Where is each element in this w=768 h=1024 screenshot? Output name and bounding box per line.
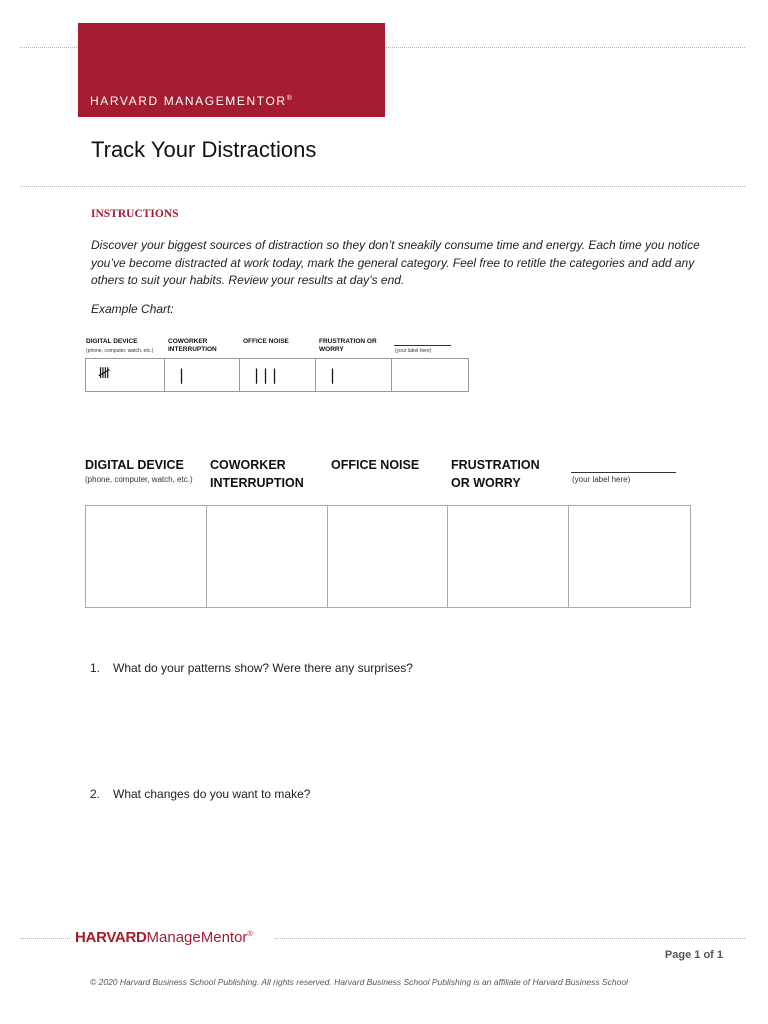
tally-marks: |||: [252, 366, 280, 384]
question-1-number: 1.: [90, 661, 101, 675]
tracking-col-1-subtitle: (phone, computer, watch, etc.): [85, 475, 193, 484]
question-2-number: 2.: [90, 787, 101, 801]
tally-marks: |: [328, 366, 338, 384]
banner-brand: HARVARD MANAGEMENTOR: [90, 94, 287, 108]
example-col-4-heading: [319, 338, 377, 354]
footer-logo-mark: ®: [247, 931, 253, 938]
tally-marks: |: [177, 366, 187, 384]
footer-dotted-divider-right: [275, 938, 745, 939]
example-col-1-heading: [86, 338, 137, 346]
example-col-5-label-blank: [394, 335, 451, 346]
tracking-cell-frustration[interactable]: [448, 506, 569, 608]
footer-dotted-divider-left: [20, 938, 70, 939]
example-col-1-subtitle: (phone, computer, watch, etc.): [86, 348, 154, 354]
example-col-4-title-line-1: FRUSTRATION OR: [319, 338, 377, 345]
example-tally-row: [86, 359, 469, 392]
tracking-col-3-heading: [331, 456, 419, 474]
example-chart-label: Example Chart:: [91, 302, 174, 316]
page-number: Page 1 of 1: [664, 949, 723, 961]
example-col-1-title: DIGITAL DEVICE: [86, 338, 138, 345]
tracking-row: [86, 506, 691, 608]
example-col-3-heading: [243, 338, 289, 346]
banner-logo-text: [90, 94, 293, 108]
tracking-col-4-title-line-2: OR WORRY: [451, 476, 521, 490]
question-2: [90, 787, 310, 801]
tally-marks: 𝍸: [98, 363, 111, 382]
example-col-3-title: OFFICE NOISE: [243, 338, 289, 345]
example-col-2-title-line-2: INTERRUPTION: [168, 346, 217, 353]
header-banner: [78, 23, 385, 117]
question-2-text: What changes do you want to make?: [113, 787, 311, 801]
footer-logo-product: ManageMentor: [146, 929, 248, 946]
tracking-col-5-subtitle: (your label here): [572, 475, 631, 484]
tracking-col-5-label-blank: [571, 458, 676, 473]
example-cell-coworker: [165, 359, 240, 392]
example-cell-digital-device: [86, 359, 165, 392]
example-cell-frustration: [316, 359, 392, 392]
example-cell-office-noise: [240, 359, 316, 392]
banner-registered-mark: ®: [286, 95, 294, 102]
tracking-col-2-heading: [210, 456, 304, 492]
tracking-cell-custom[interactable]: [569, 506, 691, 608]
tracking-col-1-heading: [85, 456, 184, 474]
instructions-body: Discover your biggest sources of distraction so they don’t sneakily consume time and energy. Each time you notice you’ve become distracted at work today, mark the general category. Feel free to retitle the categories and add any others to suit your habits. Review your results at day’s end.: [91, 238, 700, 287]
tracking-col-4-heading: [451, 456, 540, 492]
example-tally-table: [85, 358, 469, 392]
title-dotted-divider: [20, 186, 745, 187]
tracking-col-2-title-line-2: INTERRUPTION: [210, 476, 304, 490]
tracking-col-2-title-line-1: COWORKER: [210, 458, 286, 472]
tracking-cell-office-noise[interactable]: [328, 506, 448, 608]
question-1: [90, 661, 413, 675]
example-col-2-heading: [168, 338, 217, 354]
example-cell-custom: [392, 359, 469, 392]
copyright-notice: © 2020 Harvard Business School Publishing. All rights reserved. Harvard Business School Publishing is an affiliate of Harvard Business School: [90, 977, 628, 987]
example-col-4-title-line-2: WORRY: [319, 346, 344, 353]
tracking-col-1-title: DIGITAL DEVICE: [85, 458, 184, 472]
tracking-col-3-title: OFFICE NOISE: [331, 458, 420, 472]
instructions-heading: INSTRUCTIONS: [91, 208, 179, 220]
footer-logo: [75, 929, 253, 946]
tracking-cell-coworker[interactable]: [207, 506, 328, 608]
distraction-tracking-table: [85, 505, 691, 608]
question-1-text: What do your patterns show? Were there any surprises?: [113, 661, 413, 675]
page-title: Track Your Distractions: [91, 137, 317, 162]
footer-logo-brand: HARVARD: [75, 929, 147, 946]
example-col-2-title-line-1: COWORKER: [168, 338, 208, 345]
example-col-5-subtitle: (your label here): [395, 348, 432, 354]
tracking-cell-digital-device[interactable]: [86, 506, 207, 608]
tracking-col-4-title-line-1: FRUSTRATION: [451, 458, 540, 472]
